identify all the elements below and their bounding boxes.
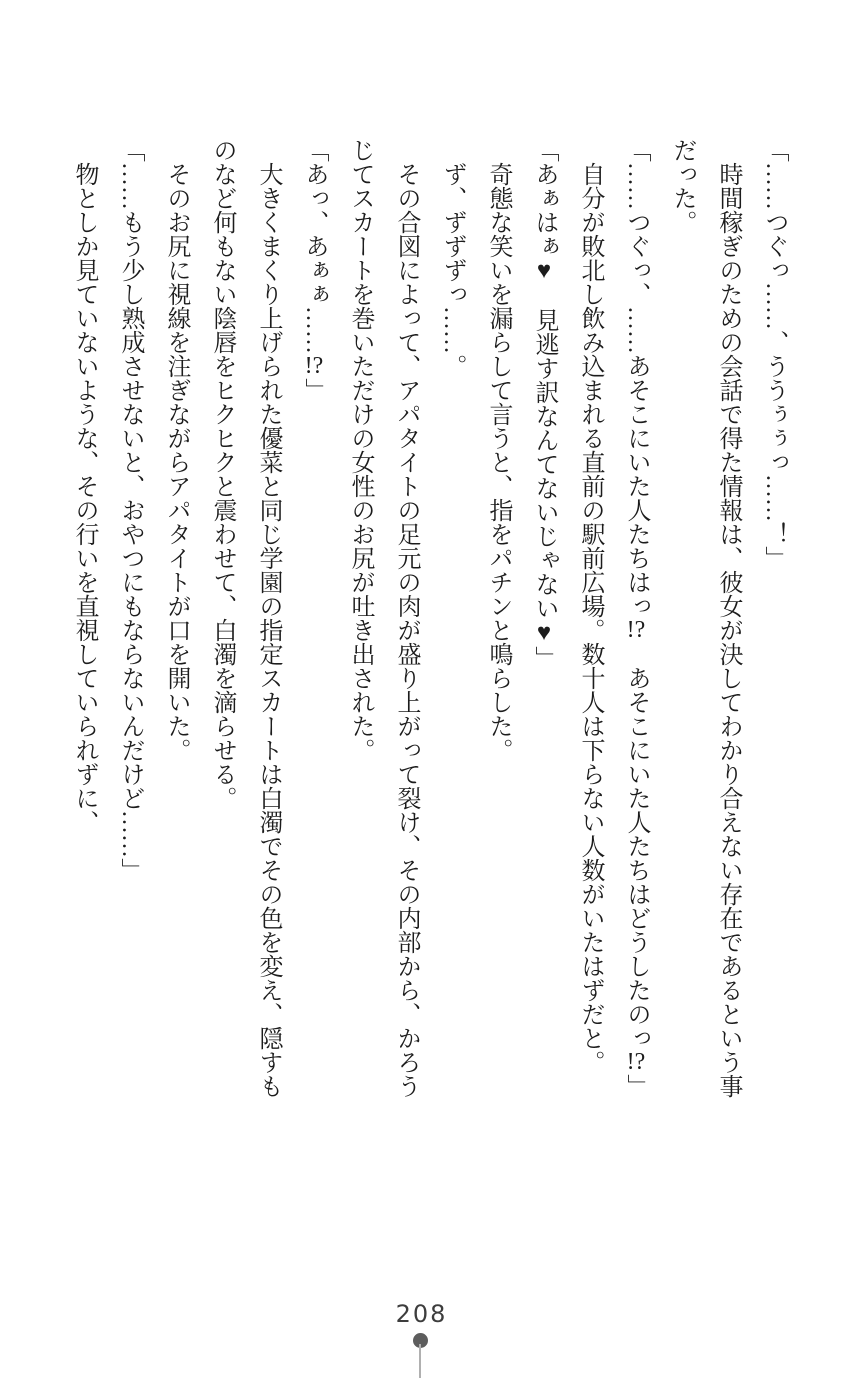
paragraph: ず、ずずずっ……。 xyxy=(439,162,465,378)
heart-glyph: ♥ xyxy=(531,258,557,284)
paragraph: 物としか見ていないような、その行いを直視していられずに、 xyxy=(71,162,97,834)
paragraph: 「……つぐっ……、ううぅぅっ……！」 xyxy=(761,138,787,570)
paragraph: 「あっ、あぁぁ……!?」 xyxy=(301,138,327,402)
paragraph: 「あぁはぁ♥ 見逃す訳なんてないじゃない♥」 xyxy=(531,138,557,670)
paragraph: 自分が敗北し飲み込まれる直前の駅前広場。数十人は下らない人数がいたはずだと。 xyxy=(577,162,603,1074)
interrobang-glyph: !? xyxy=(304,354,324,378)
interrobang-glyph: !? xyxy=(626,618,646,642)
page-text xyxy=(61,138,797,1101)
paragraph: 大きくまくり上げられた優菜と同じ学園の指定スカートは白濁でその色を変え、隠すものなど何もない陰唇をヒクヒクと震わせて、白濁を滴らせる。 xyxy=(209,138,281,1098)
paragraph: 時間稼ぎのための会話で得た情報は、彼女が決してわかり合えない存在であるという事だった。 xyxy=(669,138,741,1098)
paragraph: 「……つぐっ、……あそこにいた人たちはっ!? あそこにいた人たちはどうしたのっ!?」 xyxy=(623,138,649,1098)
page-number: 208 xyxy=(395,1300,448,1328)
paragraph: 「……もう少し熟成させないと、おやつにもならないんだけど……」 xyxy=(117,138,143,882)
footer-ornament-line xyxy=(419,1344,421,1378)
paragraph: その合図によって、アパタイトの足元の肉が盛り上がって裂け、その内部から、かろうじてスカートを巻いただけの女性のお尻が吐き出された。 xyxy=(347,138,419,1098)
interrobang-glyph: !? xyxy=(626,1050,646,1074)
paragraph: 奇態な笑いを漏らして言うと、指をパチンと鳴らした。 xyxy=(485,162,511,762)
heart-glyph: ♥ xyxy=(531,620,557,646)
paragraph: そのお尻に視線を注ぎながらアパタイトが口を開いた。 xyxy=(163,162,189,762)
